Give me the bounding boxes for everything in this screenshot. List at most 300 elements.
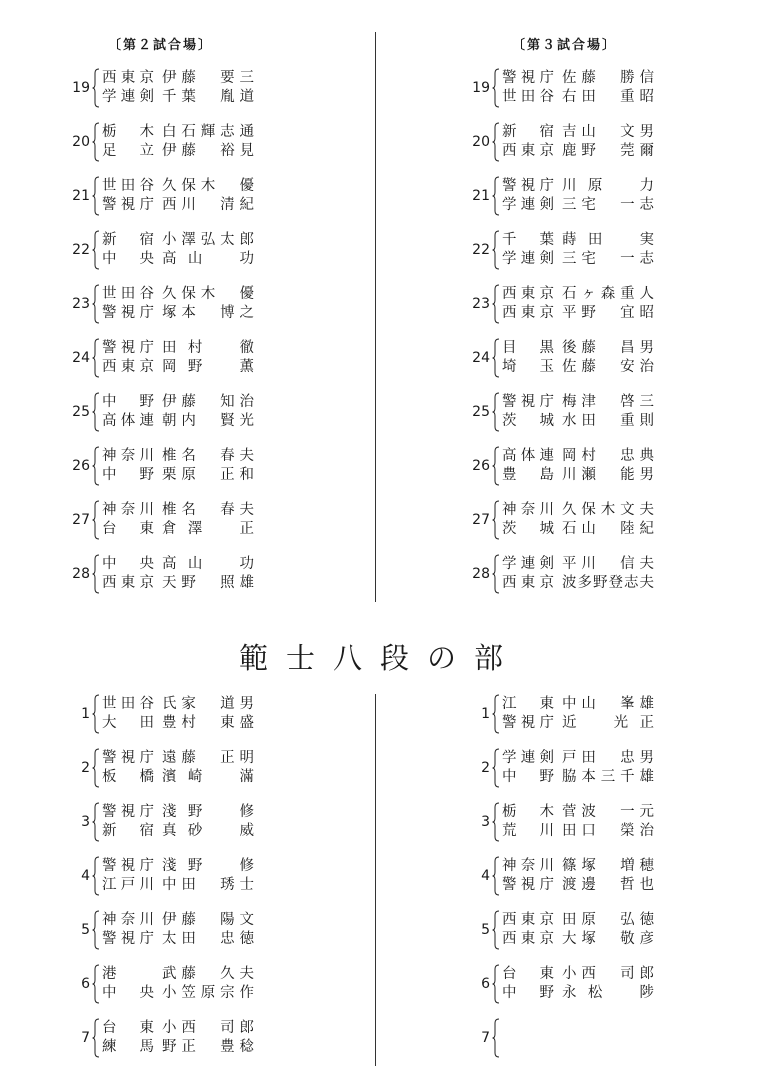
match-entry	[60, 856, 260, 900]
player-1-name: 梅津 啓三	[562, 394, 654, 410]
player-1-name: 後藤 昌男	[562, 340, 654, 356]
player-line-1	[102, 68, 262, 88]
player-line-2	[502, 821, 662, 841]
match-number: 6	[481, 976, 490, 992]
match-entry	[60, 1018, 260, 1062]
player-2-name: 中田 琇士	[162, 877, 254, 893]
match-entry	[60, 68, 260, 112]
player-2-name: 脇本三千雄	[562, 769, 654, 785]
player-line-2	[502, 983, 662, 1003]
bracket-brace-icon	[92, 500, 100, 540]
match-number: 28	[472, 566, 490, 582]
player-2-name: 大塚 敬彦	[562, 931, 654, 947]
player-2-name: 豊村 東盛	[162, 715, 254, 731]
player-2-name: 真砂 威	[162, 823, 254, 839]
player-1-name: 小西 司郎	[162, 1020, 254, 1036]
bracket-brace-icon	[492, 284, 500, 324]
bracket-brace-icon	[92, 284, 100, 324]
player-2-name: 濱崎 滿	[162, 769, 254, 785]
match-entry	[460, 910, 660, 954]
player-line-2	[502, 767, 662, 787]
player-line-2	[102, 249, 262, 269]
player-1-team: 神奈川	[102, 448, 154, 464]
player-line-2	[102, 411, 262, 431]
bracket-brace-icon	[92, 338, 100, 378]
player-1-team: 新宿	[502, 124, 554, 140]
player-2-name: 小笠原宗作	[162, 985, 254, 1001]
player-line-1	[102, 910, 262, 930]
player-1-team: 世田谷	[102, 286, 154, 302]
match-number: 2	[481, 760, 490, 776]
player-1-team: 警視庁	[502, 178, 554, 194]
player-1-team: 警視庁	[502, 394, 554, 410]
match-number: 7	[481, 1030, 490, 1046]
player-line-2	[502, 573, 662, 593]
player-2-team: 学連剣	[502, 197, 554, 213]
player-2-team: 江戸川	[102, 877, 154, 893]
player-1-name: 中山 峯雄	[562, 696, 654, 712]
bracket-brace-icon	[492, 554, 500, 594]
match-number: 22	[72, 242, 90, 258]
bracket-brace-icon	[492, 392, 500, 432]
player-1-team: 中野	[102, 394, 154, 410]
player-1-name: 小澤弘太郎	[162, 232, 254, 248]
player-line-2	[102, 519, 262, 539]
bracket-brace-icon	[492, 748, 500, 788]
bracket-brace-icon	[92, 176, 100, 216]
player-1-team: 新宿	[102, 232, 154, 248]
player-2-team: 西東京	[502, 575, 554, 591]
player-2-team: 西東京	[102, 575, 154, 591]
match-number: 22	[472, 242, 490, 258]
match-number: 5	[481, 922, 490, 938]
player-1-team: 台東	[102, 1020, 154, 1036]
player-2-team: 西東京	[502, 931, 554, 947]
player-line-1	[502, 856, 662, 876]
player-line-2	[502, 141, 662, 161]
player-1-team: 高体連	[502, 448, 554, 464]
column-divider-bottom	[375, 694, 376, 1066]
player-2-team: 茨城	[502, 413, 554, 429]
player-2-team: 中央	[102, 251, 154, 267]
player-2-team: 豊島	[502, 467, 554, 483]
match-number: 27	[472, 512, 490, 528]
bracket-brace-icon	[92, 446, 100, 486]
player-line-1	[102, 176, 262, 196]
bracket-brace-icon	[92, 964, 100, 1004]
player-line-2	[102, 983, 262, 1003]
player-1-name: 平川 信夫	[562, 556, 654, 572]
player-1-team: 警視庁	[502, 70, 554, 86]
player-2-team: 高体連	[102, 413, 154, 429]
player-1-name: 石ヶ森重人	[562, 286, 654, 302]
bracket-brace-icon	[492, 68, 500, 108]
player-line-2	[102, 573, 262, 593]
player-line-2	[502, 929, 662, 949]
player-1-team: 学連剣	[502, 556, 554, 572]
player-2-name: 朝内 賢光	[162, 413, 254, 429]
match-entry	[460, 284, 660, 328]
player-2-team: 警視庁	[502, 877, 554, 893]
player-1-name: 椎名 春夫	[162, 502, 254, 518]
player-2-name: 三宅 一志	[562, 197, 654, 213]
player-2-name: 野正 豊稔	[162, 1039, 254, 1055]
player-1-team: 警視庁	[102, 340, 154, 356]
player-line-2	[502, 713, 662, 733]
match-number: 24	[472, 350, 490, 366]
match-number: 23	[72, 296, 90, 312]
player-line-2	[102, 303, 262, 323]
bracket-brace-icon	[92, 748, 100, 788]
bracket-brace-icon	[492, 694, 500, 734]
match-entry	[60, 122, 260, 166]
player-1-team: 警視庁	[102, 804, 154, 820]
bracket-brace-icon	[492, 1018, 500, 1058]
match-entry	[460, 748, 660, 792]
player-2-name: 渡邊 哲也	[562, 877, 654, 893]
match-number: 21	[72, 188, 90, 204]
bracket-brace-icon	[92, 68, 100, 108]
player-1-team: 神奈川	[102, 912, 154, 928]
player-1-name: 川原 力	[562, 178, 654, 194]
player-2-name: 栗原 正和	[162, 467, 254, 483]
player-line-1	[102, 230, 262, 250]
match-number: 25	[72, 404, 90, 420]
player-2-team: 大田	[102, 715, 154, 731]
player-2-name: 伊藤 裕見	[162, 143, 254, 159]
player-1-name: 白石輝志通	[162, 124, 254, 140]
bracket-brace-icon	[92, 1018, 100, 1058]
match-number: 28	[72, 566, 90, 582]
player-1-name: 久保木 優	[162, 178, 254, 194]
match-number: 19	[472, 80, 490, 96]
player-2-name: 塚本 博之	[162, 305, 254, 321]
player-2-name: 川瀬 能男	[562, 467, 654, 483]
player-1-team: 台東	[502, 966, 554, 982]
player-line-1	[102, 392, 262, 412]
player-line-2	[502, 875, 662, 895]
player-2-name: 田口 榮治	[562, 823, 654, 839]
player-2-team: 中野	[502, 985, 554, 1001]
player-line-1	[502, 392, 662, 412]
match-entry	[460, 802, 660, 846]
player-1-name: 久保木文夫	[562, 502, 654, 518]
player-1-name: 戸田 忠男	[562, 750, 654, 766]
player-1-name: 氏家 道男	[162, 696, 254, 712]
player-2-team: 足立	[102, 143, 154, 159]
player-line-1	[502, 230, 662, 250]
match-entry	[60, 748, 260, 792]
column-divider-top	[375, 32, 376, 602]
player-2-team: 警視庁	[102, 305, 154, 321]
player-line-2	[502, 195, 662, 215]
match-entry	[60, 694, 260, 738]
player-1-team: 目黒	[502, 340, 554, 356]
player-2-team: 台東	[102, 521, 154, 537]
player-1-name: 武藤 久夫	[162, 966, 254, 982]
match-entry	[60, 176, 260, 220]
player-line-1	[102, 554, 262, 574]
player-line-2	[102, 929, 262, 949]
player-1-name: 遠藤 正明	[162, 750, 254, 766]
player-1-name: 蒔田 実	[562, 232, 654, 248]
match-entry	[460, 338, 660, 382]
match-number: 7	[81, 1030, 90, 1046]
match-entry	[460, 176, 660, 220]
player-1-team: 栃木	[502, 804, 554, 820]
player-2-name: 天野 照雄	[162, 575, 254, 591]
player-1-team: 神奈川	[502, 502, 554, 518]
match-number: 26	[72, 458, 90, 474]
player-line-2	[102, 195, 262, 215]
player-line-1	[102, 694, 262, 714]
section-title: 範士八段の部	[238, 641, 521, 675]
player-2-name: 右田 重昭	[562, 89, 654, 105]
player-line-1	[502, 748, 662, 768]
player-1-team: 警視庁	[102, 858, 154, 874]
player-2-name: 佐藤 安治	[562, 359, 654, 375]
player-2-team: 警視庁	[102, 931, 154, 947]
player-1-name: 田原 弘徳	[562, 912, 654, 928]
match-entry	[60, 230, 260, 274]
bracket-brace-icon	[492, 856, 500, 896]
player-1-team: 西東京	[102, 70, 154, 86]
player-2-team: 西東京	[502, 305, 554, 321]
player-1-name: 伊藤 知治	[162, 394, 254, 410]
player-line-1	[102, 802, 262, 822]
player-2-team: 警視庁	[102, 197, 154, 213]
player-1-team: 西東京	[502, 286, 554, 302]
bracket-brace-icon	[492, 964, 500, 1004]
player-2-name: 永松 陟	[562, 985, 654, 1001]
match-entry	[60, 338, 260, 382]
top-right-bracket	[460, 68, 760, 608]
player-line-2	[502, 303, 662, 323]
player-line-1	[502, 338, 662, 358]
match-number: 1	[81, 706, 90, 722]
player-line-2	[102, 767, 262, 787]
match-entry	[60, 446, 260, 490]
match-number: 3	[481, 814, 490, 830]
match-number: 27	[72, 512, 90, 528]
bracket-brace-icon	[92, 392, 100, 432]
player-line-1	[102, 964, 262, 984]
player-line-1	[502, 446, 662, 466]
player-line-2	[502, 1037, 662, 1057]
player-2-name: 倉澤 正	[162, 521, 254, 537]
player-1-team: 栃木	[102, 124, 154, 140]
match-entry	[60, 964, 260, 1008]
player-1-name: 田村 徹	[162, 340, 254, 356]
player-1-team: 江東	[502, 696, 554, 712]
player-line-2	[502, 519, 662, 539]
player-1-name: 篠塚 増穂	[562, 858, 654, 874]
player-line-1	[502, 1018, 662, 1038]
bottom-right-bracket	[460, 694, 760, 1074]
player-2-name: 千葉 胤道	[162, 89, 254, 105]
player-2-team: 中野	[102, 467, 154, 483]
player-2-team: 埼玉	[502, 359, 554, 375]
match-entry	[60, 500, 260, 544]
player-line-1	[502, 910, 662, 930]
bracket-brace-icon	[492, 802, 500, 842]
player-1-name: 伊藤 要三	[162, 70, 254, 86]
player-line-2	[502, 357, 662, 377]
player-2-name: 岡野 薫	[162, 359, 254, 375]
player-1-name: 久保木 優	[162, 286, 254, 302]
player-2-team: 茨城	[502, 521, 554, 537]
player-line-1	[502, 122, 662, 142]
top-left-bracket	[60, 68, 360, 608]
player-1-team: 警視庁	[102, 750, 154, 766]
player-1-name: 岡村 忠典	[562, 448, 654, 464]
player-line-1	[102, 748, 262, 768]
player-2-team: 中野	[502, 769, 554, 785]
player-1-team: 中央	[102, 556, 154, 572]
player-line-1	[102, 284, 262, 304]
match-number: 24	[72, 350, 90, 366]
player-line-2	[102, 87, 262, 107]
player-1-team: 世田谷	[102, 696, 154, 712]
match-entry	[460, 500, 660, 544]
match-number: 3	[81, 814, 90, 830]
match-entry	[460, 554, 660, 598]
bracket-brace-icon	[92, 122, 100, 162]
court-3-title: 〔第３試合場〕	[512, 38, 618, 53]
bracket-brace-icon	[492, 446, 500, 486]
match-entry	[460, 392, 660, 436]
match-entry	[60, 284, 260, 328]
player-2-team: 西東京	[102, 359, 154, 375]
player-1-team: 西東京	[502, 912, 554, 928]
player-line-2	[102, 465, 262, 485]
player-1-team: 神奈川	[502, 858, 554, 874]
player-2-name: 鹿野 莞爾	[562, 143, 654, 159]
player-line-1	[502, 554, 662, 574]
player-line-2	[502, 411, 662, 431]
match-entry	[60, 554, 260, 598]
player-1-name: 淺野 修	[162, 858, 254, 874]
player-1-name: 伊藤 陽文	[162, 912, 254, 928]
match-entry	[460, 68, 660, 112]
player-1-team: 世田谷	[102, 178, 154, 194]
match-entry	[460, 856, 660, 900]
bracket-brace-icon	[92, 802, 100, 842]
match-entry	[460, 446, 660, 490]
player-2-team: 世田谷	[502, 89, 554, 105]
player-line-2	[102, 713, 262, 733]
player-2-name: 水田 重則	[562, 413, 654, 429]
player-2-team: 板橋	[102, 769, 154, 785]
match-entry	[460, 1018, 660, 1062]
player-line-1	[502, 284, 662, 304]
player-2-team: 警視庁	[502, 715, 554, 731]
match-number: 4	[81, 868, 90, 884]
player-2-name: 三宅 一志	[562, 251, 654, 267]
match-entry	[60, 392, 260, 436]
bracket-brace-icon	[92, 910, 100, 950]
match-number: 6	[81, 976, 90, 992]
player-2-name: 近 光正	[562, 715, 654, 731]
player-1-name: 淺野 修	[162, 804, 254, 820]
player-line-2	[502, 87, 662, 107]
player-2-team: 西東京	[502, 143, 554, 159]
player-2-team: 学連剣	[502, 251, 554, 267]
match-entry	[460, 964, 660, 1008]
player-1-name: 椎名 春夫	[162, 448, 254, 464]
court-2-title: 〔第２試合場〕	[108, 38, 214, 53]
player-line-2	[102, 875, 262, 895]
player-line-1	[502, 694, 662, 714]
bracket-brace-icon	[492, 338, 500, 378]
match-number: 1	[481, 706, 490, 722]
player-line-1	[502, 500, 662, 520]
player-2-name: 高山 功	[162, 251, 254, 267]
player-line-2	[502, 249, 662, 269]
player-2-team: 新宿	[102, 823, 154, 839]
match-number: 20	[72, 134, 90, 150]
player-2-name: 西川 清紀	[162, 197, 254, 213]
player-line-1	[502, 802, 662, 822]
match-number: 2	[81, 760, 90, 776]
player-1-name: 菅波 一元	[562, 804, 654, 820]
match-entry	[460, 122, 660, 166]
player-line-1	[102, 446, 262, 466]
match-number: 19	[72, 80, 90, 96]
player-2-name: 太田 忠徳	[162, 931, 254, 947]
player-line-1	[502, 176, 662, 196]
bracket-brace-icon	[92, 554, 100, 594]
player-2-name: 平野 宜昭	[562, 305, 654, 321]
player-line-2	[102, 1037, 262, 1057]
bottom-left-bracket	[60, 694, 360, 1074]
player-line-1	[102, 122, 262, 142]
bracket-brace-icon	[492, 122, 500, 162]
bracket-brace-icon	[92, 856, 100, 896]
player-2-team: 中央	[102, 985, 154, 1001]
player-1-team: 学連剣	[502, 750, 554, 766]
player-1-team: 千葉	[502, 232, 554, 248]
player-line-2	[102, 141, 262, 161]
player-1-name: 佐藤 勝信	[562, 70, 654, 86]
bracket-brace-icon	[92, 230, 100, 270]
player-line-1	[502, 964, 662, 984]
player-1-team: 神奈川	[102, 502, 154, 518]
player-2-team: 練馬	[102, 1039, 154, 1055]
player-line-2	[502, 465, 662, 485]
bracket-brace-icon	[492, 176, 500, 216]
player-1-name: 小西 司郎	[562, 966, 654, 982]
player-1-name: 吉山 文男	[562, 124, 654, 140]
match-number: 25	[472, 404, 490, 420]
match-number: 26	[472, 458, 490, 474]
match-number: 20	[472, 134, 490, 150]
player-1-name: 高山 功	[162, 556, 254, 572]
match-number: 5	[81, 922, 90, 938]
match-entry	[60, 910, 260, 954]
player-line-2	[102, 357, 262, 377]
match-entry	[460, 230, 660, 274]
bracket-brace-icon	[492, 500, 500, 540]
match-number: 4	[481, 868, 490, 884]
bracket-brace-icon	[492, 910, 500, 950]
match-number: 21	[472, 188, 490, 204]
bracket-brace-icon	[492, 230, 500, 270]
player-2-name: 石山 陸紀	[562, 521, 654, 537]
player-line-1	[102, 500, 262, 520]
bracket-brace-icon	[92, 694, 100, 734]
player-line-1	[102, 338, 262, 358]
